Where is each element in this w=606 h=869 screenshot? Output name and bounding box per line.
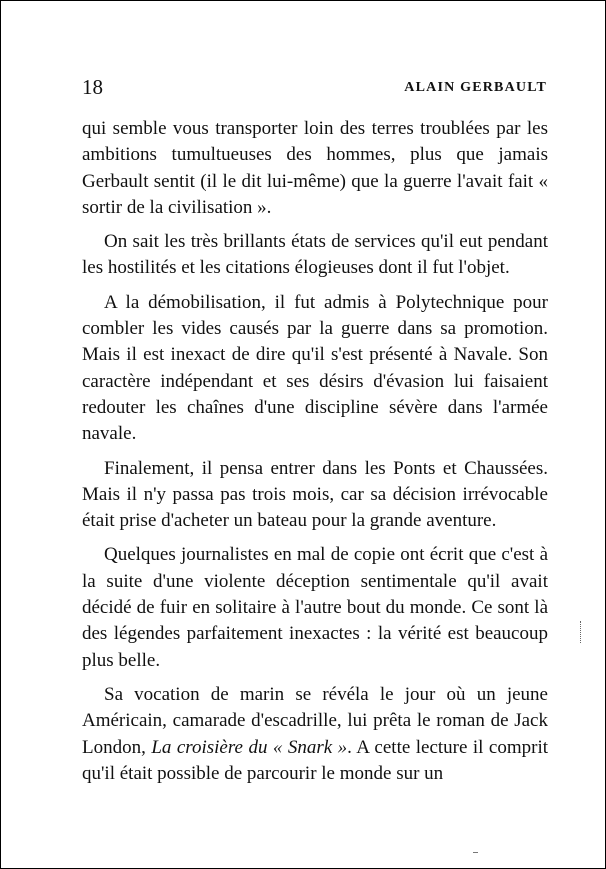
paragraph-demobilisation: A la démobilisation, il fut admis à Polytechnique pour combler les vides causés par la guerre dans sa promotion. Mais il est inexact de dire qu'il s'est présenté à Navale. Son caractère indépendant et ses désirs d'évasion lui faisaient redouter les chaînes d'une discipline sévère dans l'armée navale.	[82, 291, 548, 445]
running-head: ALAIN GERBAULT	[404, 80, 547, 95]
scan-mark-bottom	[473, 852, 478, 853]
scan-mark-margin	[580, 621, 583, 643]
paragraph-ponts-et-chaussees: Finalement, il pensa entrer dans les Ponts et Chaussées. Mais il n'y passa pas trois mois, car sa décision irrévocable était prise d'acheter un bateau pour la grande aventure.	[82, 457, 548, 532]
paragraph-continued: qui semble vous transporter loin des terres troublées par les ambitions tumultueuses des hommes, plus que jamais Gerbault sentit (il le dit lui-même) que la guerre l'avait fait « sortir de la civilisation ».	[82, 118, 548, 218]
page-number: 18	[82, 75, 103, 99]
paragraph-vocation	[82, 682, 548, 787]
paragraph-vocation-text-before: Sa vocation de marin se révéla le jour où un jeune Américain, camarade d'escadrille, lui prêta le roman de Jack London,	[82, 683, 548, 758]
page-header	[82, 75, 547, 99]
paragraph-vocation-text-after: . A cette lecture il comprit qu'il était possible de parcourir le monde sur un	[82, 736, 548, 784]
book-title: La croisière du « Snark »	[151, 736, 348, 758]
body-text	[82, 116, 548, 787]
paragraph-service-record: On sait les très brillants états de services qu'il eut pendant les hostilités et les citations élogieuses dont il fut l'objet.	[82, 231, 548, 279]
paragraph-legends: Quelques journalistes en mal de copie ont écrit que c'est à la suite d'une violente déception sentimentale qu'il avait décidé de fuir en solitaire à l'autre bout du monde. Ce sont là des légendes parfaitement inexactes : la vérité est beaucoup plus belle.	[82, 544, 548, 671]
scan-mark-top	[317, 0, 322, 3]
